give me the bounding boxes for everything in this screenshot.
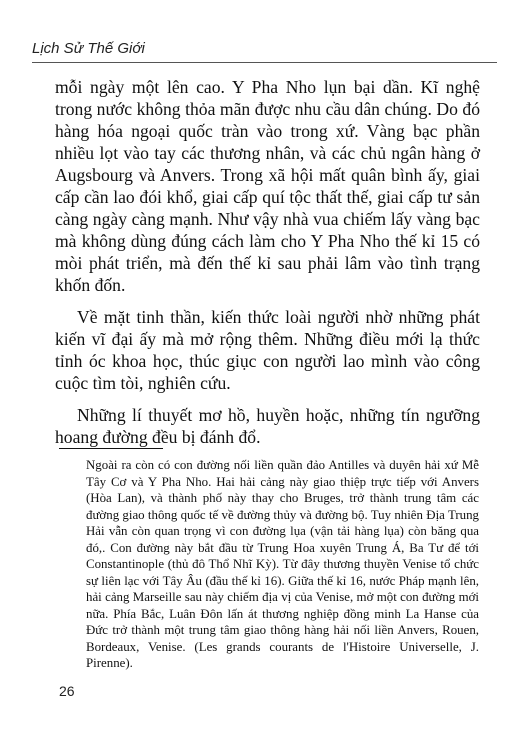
page-number: 26	[59, 683, 75, 699]
paragraph: Những lí thuyết mơ hồ, huyền hoặc, những tín ngưỡng hoang đường đều bị đánh đổ.	[55, 405, 480, 447]
footnote-divider	[59, 448, 163, 449]
header-divider	[32, 62, 497, 63]
running-header: Lịch Sử Thế Giới	[32, 40, 145, 57]
paragraph: Về mặt tinh thần, kiến thức loài người nhờ những phát kiến vĩ đại ấy mà mở rộng thêm. Những điều mới lạ thức tỉnh óc khoa học, thúc giục con người lao mình vào công cuộc tìm tòi, nghiên cứu.	[55, 307, 480, 393]
main-text	[55, 76, 480, 458]
paragraph: mỗi ngày một lên cao. Y Pha Nho lụn bại dần. Kĩ nghệ trong nước không thỏa mãn được nhu cầu dân chúng. Do đó hàng hóa ngoại quốc tràn vào trong xứ. Vàng bạc phần nhiều lọt vào tay các thương nhân, và các chủ ngân hàng ở Augsbourg và Anvers. Trong xã hội mất quân bình ấy, giai cấp cần lao đói khổ, giai cấp quí tộc thất thế, giai cấp tư sản càng ngày càng mạnh. Như vậy nhà vua chiếm lấy vàng bạc mà không dùng đúng cách làm cho Y Pha Nho thế kỉ 15 có mòi phát triển, mà đến thế kỉ sau phải lâm vào tình trạng khốn đốn.	[55, 77, 480, 295]
footnote: Ngoài ra còn có con đường nối liền quần đảo Antilles và duyên hải xứ Mễ Tây Cơ và Y Pha Nho. Hai hải cảng này giao thiệp trực tiếp với Anvers (Hòa Lan), và thành phố này thay cho Bruges, trở thành trung tâm các đường giao thông quốc tế về đường thủy và đường bộ. Tuy nhiên Địa Trung Hải vẫn còn quan trọng vì con đường lụa (vận tải hàng lụa) còn băng qua đó,. Con đường này bắt đầu từ Trung Hoa xuyên Trung Á, Ba Tư để tới Constantinople (thủ đô Thổ Nhĩ Kỳ). Từ đây thương thuyền Venise tổ chức sự liên lạc với Tây Âu (đầu thế kỉ 16). Giữa thế kỉ 16, nước Pháp mạnh lên, hải cảng Marseille sau này chiếm địa vị của Venise, mở một con đường mới nữa. Phía Bắc, Luân Đôn lấn át thương nghiệp đồng minh La Hanse của Đức trở thành một trung tâm giao thông hàng hải nối liền Anvers, Rouen, Bordeaux, Venise. (Les grands courants de l'Histoire Universelle, J. Pirenne).	[86, 458, 479, 670]
